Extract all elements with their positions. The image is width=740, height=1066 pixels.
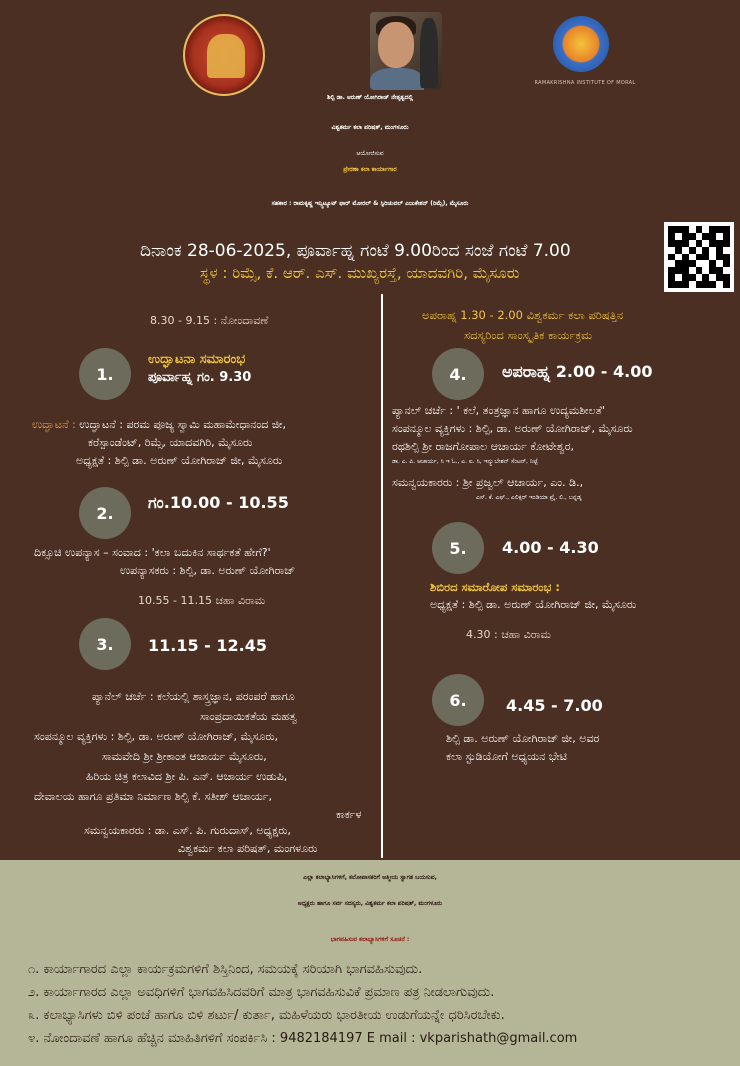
- session-4-line-1: ಪ್ಯಾನಲ್ ಚರ್ಚೆ : ' ಕಲೆ, ತಂತ್ರಜ್ಞಾನ ಹಾಗೂ ಉದ್ಯಮಶೀಲತೆ': [392, 404, 605, 417]
- session-3-line-3: ಸಂಪನ್ಮೂಲ ವ್ಯಕ್ತಿಗಳು : ಶಿಲ್ಪಿ, ಡಾ. ಅರುಣ್ ಯೋಗಿರಾಜ್, ಮೈಸೂರು,: [34, 730, 279, 743]
- session-3-line-4: ಸಾಮವೇದಿ ಶ್ರೀ ಶ್ರೀಕಾಂತ ಆಚಾರ್ಯ ಮೈಸೂರು,: [102, 750, 267, 763]
- institute-logo: [553, 16, 609, 72]
- registration-time: 8.30 - 9.15 : ನೋಂದಾವಣೆ: [150, 314, 269, 327]
- session-3-line-2: ಸಾಂಪ್ರದಾಯಿಕತೆಯ ಮಹತ್ವ: [200, 710, 297, 723]
- session-3-line-5: ಹಿರಿಯ ಚಿತ್ರ ಕಲಾವಿದ ಶ್ರೀ ಪಿ. ಎನ್. ಆಚಾರ್ಯ ಉಡುಪಿ,: [86, 770, 288, 783]
- session-2-line-1: ದಿಕ್ಸೂಚಿ ಉಪನ್ಯಾಸ – ಸಂವಾದ : 'ಕಲಾ ಬದುಕಿನ ಸಾರ್ಥಕತೆ ಹೇಗೆ?': [34, 546, 271, 559]
- session-3-line-8: ಸಮನ್ವಯಕಾರರು : ಡಾ. ಎಸ್. ಪಿ. ಗುರುದಾಸ್, ಅಧ್ಯಕ್ಷರು,: [84, 824, 292, 837]
- welcome-line-2: ಅಧ್ಯಕ್ಷರು ಹಾಗೂ ಸರ್ವ ಸದಸ್ಯರು, ವಿಶ್ವಕರ್ಮ ಕಲಾ ಪರಿಷತ್, ಮಂಗಳೂರು: [297, 900, 443, 907]
- session-4-line-6: ಎಸ್. ಕೆ. ಎಫ್., ಎಲಿಕ್ಸರ್ ಇಂಡಿಯಾ ಪ್ರೈ. ಲಿ., ಬನ್ನಡ್ಕ: [476, 494, 582, 501]
- session-6-line-1: ಶಿಲ್ಪಿ ಡಾ. ಅರುಣ್ ಯೋಗಿರಾಜ್ ಜೀ, ಅವರ: [446, 732, 600, 745]
- session-5-line-1: ಅಧ್ಯಕ್ಷತೆ : ಶಿಲ್ಪಿ ಡಾ. ಅರುಣ್ ಯೋಗಿರಾಜ್ ಜೀ, ಮೈಸೂರು: [430, 598, 637, 611]
- session-4-line-5: ಸಮನ್ವಯಕಾರರು : ಶ್ರೀ ಪ್ರಜ್ವಲ್ ಆಚಾರ್ಯ, ಎಂ. ಡಿ.,: [392, 476, 584, 489]
- session-4-line-3: ರಥಶಿಲ್ಪಿ ಶ್ರೀ ರಾಜಗೋಪಾಲ ಆಚಾರ್ಯ ಕೋಟೇಶ್ವರ,: [392, 440, 575, 453]
- session-1-line-2: ಕರೆಸ್ಪಾಂಡೆಂಟ್, ರಿಮ್ಸೆ, ಯಾದವಗಿರಿ, ಮೈಸೂರು: [88, 436, 253, 449]
- institute-logo-text: RAMAKRISHNA INSTITUTE OF MORAL: [534, 80, 636, 86]
- tea-break-morning: 10.55 - 11.15 ಚಹಾ ವಿರಾಮ: [138, 594, 266, 607]
- session-1-title: ಉದ್ಘಾಟನಾ ಸಮಾರಂಭ: [148, 352, 246, 367]
- session-4-time: ಅಪರಾಹ್ನ 2.00 - 4.00: [502, 362, 653, 381]
- welcome-line-1: ಎಲ್ಲಾ ಕಲಾಭ್ಯಾಸಿಗಳಿಗೆ, ಕಲೋಪಾಸಕರಿಗೆ ಆತ್ಮೀಯ ಸ್ವಾಗತ ಬಯಸುವ,: [303, 874, 437, 881]
- session-1-number: 1.: [79, 348, 131, 400]
- session-3-line-1: ಪ್ಯಾನೆಲ್ ಚರ್ಚೆ : ಕಲೆಯಲ್ಲಿ ಶಾಸ್ತ್ರಜ್ಞಾನ, ಪರಂಪರೆ ಹಾಗೂ: [92, 690, 295, 703]
- session-3-line-9: ವಿಶ್ವಕರ್ಮ ಕಲಾ ಪರಿಷತ್, ಮಂಗಳೂರು: [178, 842, 318, 855]
- session-1-line-3: ಅಧ್ಯಕ್ಷತೆ : ಶಿಲ್ಪಿ ಡಾ. ಅರುಣ್ ಯೋಗಿರಾಜ್ ಜೀ, ಮೈಸೂರು: [76, 454, 283, 467]
- session-3-line-6: ದೇವಾಲಯ ಹಾಗೂ ಪ್ರತಿಮಾ ನಿರ್ಮಾಣ ಶಿಲ್ಪಿ ಕೆ. ಸತೀಶ್ ಆಚಾರ್ಯ,: [34, 790, 273, 803]
- session-5-time: 4.00 - 4.30: [502, 538, 599, 557]
- session-4-line-2: ಸಂಪನ್ಮೂಲ ವ್ಯಕ್ತಿಗಳು : ಶಿಲ್ಪಿ, ಡಾ. ಅರುಣ್ ಯೋಗಿರಾಜ್, ಮೈಸೂರು: [392, 422, 633, 435]
- session-5-title: ಶಿಬಿರದ ಸಮಾರೋಪ ಸಮಾರಂಭ :: [430, 580, 560, 594]
- column-divider: [381, 294, 383, 858]
- session-5-number: 5.: [432, 522, 484, 574]
- session-3-time: 11.15 - 12.45: [148, 636, 267, 655]
- partner-line: ಸಹಕಾರ : ರಾಮಕೃಷ್ಣ ಇನ್ಸ್ಟಿಟ್ಯೂಟ್ ಫಾರ್ ಮೋರಲ್ & ಸ್ಪಿರಿಚುವಲ್ ಎಜುಕೇಶನ್ (ರಿಮ್ಸೆ), ಮೈಸೂರು: [271, 200, 469, 207]
- cultural-line-2: ಸದಸ್ಯರಿಂದ ಸಾಂಸ್ಕೃತಿಕ ಕಾರ್ಯಕ್ರಮ: [464, 328, 593, 342]
- session-6-time: 4.45 - 7.00: [506, 696, 603, 715]
- session-1-time: ಪೂರ್ವಾಹ್ನ ಗಂ. 9.30: [148, 370, 252, 385]
- cultural-line-1: ಅಪರಾಹ್ನ 1.30 - 2.00 ವಿಶ್ವಕರ್ಮ ಕಲಾ ಪರಿಷತ್ತಿನ: [422, 308, 624, 322]
- session-4-line-4: ಡಾ. ಎ. ಪಿ. ಆಚಾರ್ಯ, ಸಿ ಇ ಓ., ಎ. ಐ. ಸಿ, ಇನ್ಕ್ಯುಬೇಶನ್ ಸೆಂಟರ್, ನಿಟ್ಟೆ: [392, 458, 538, 465]
- session-3-line-7: ಕಾರ್ಕಳ: [336, 808, 362, 821]
- note-3: ೩. ಕಲಾಭ್ಯಾಸಿಗಳು ಬಿಳಿ ಪಂಚೆ ಹಾಗೂ ಬಿಳಿ ಶರ್ಟು/ ಕುರ್ತಾ, ಮಹಿಳೆಯರು ಭಾರತೀಯ ಉಡುಗೆಯನ್ನೇ ಧರಿಸಿರಬೇಕು.: [28, 1008, 505, 1023]
- event-title: ಪ್ರೇರಣಾ ಕಲಾ ಕಾರ್ಯಾಗಾರ: [343, 166, 397, 173]
- session-6-line-2: ಕಲಾ ಸ್ಟುಡಿಯೋಗೆ ಅಧ್ಯಯನ ಭೇಟಿ: [446, 750, 567, 763]
- qr-code[interactable]: [664, 222, 734, 292]
- note-2: ೨. ಕಾರ್ಯಾಗಾರದ ಎಲ್ಲಾ ಅವಧಿಗಳಿಗೆ ಭಾಗವಹಿಸಿದವರಿಗೆ ಮಾತ್ರ ಭಾಗವಹಿಸುವಿಕೆ ಪ್ರಮಾಣ ಪತ್ರ ನೀಡಲಾಗುವುದು.: [28, 985, 495, 1000]
- leader-line: ಶಿಲ್ಪಿ ಡಾ. ಅರುಣ್ ಯೋಗಿರಾಜ್ ನೇತೃತ್ವದಲ್ಲಿ: [326, 94, 414, 101]
- session-2-line-2: ಉಪನ್ಯಾಸಕರು : ಶಿಲ್ಪಿ, ಡಾ. ಅರುಣ್ ಯೋಗಿರಾಜ್: [120, 564, 296, 577]
- note-1: ೧. ಕಾರ್ಯಾಗಾರದ ಎಲ್ಲಾ ಕಾರ್ಯಕ್ರಮಗಳಿಗೆ ಶಿಸ್ತಿನಿಂದ, ಸಮಯಕ್ಕೆ ಸರಿಯಾಗಿ ಭಾಗವಹಿಸುವುದು.: [28, 962, 423, 977]
- venue: ಸ್ಥಳ : ರಿಮ್ಸೆ, ಕೆ. ಆರ್. ಎಸ್. ಮುಖ್ಯರಸ್ತೆ, ಯಾದವಗಿರಿ, ಮೈಸೂರು: [200, 264, 520, 282]
- session-1-line-1: ಉದ್ಘಾಟನೆ : ಉದ್ಘಾಟನೆ : ಪರಮ ಪೂಜ್ಯ ಸ್ವಾಮಿ ಮಹಾಮೇಧಾನಂದ ಜೀ,: [32, 418, 286, 431]
- session-2-time: ಗಂ.10.00 - 10.55: [148, 493, 289, 512]
- date-time: ದಿನಾಂಕ 28-06-2025, ಪೂರ್ವಾಹ್ನ ಗಂಟೆ 9.00ರಿಂದ ಸಂಜೆ ಗಂಟೆ 7.00: [140, 241, 571, 261]
- session-6-number: 6.: [432, 674, 484, 726]
- session-4-number: 4.: [432, 348, 484, 400]
- session-2-number: 2.: [79, 487, 131, 539]
- sculptor-photo: [370, 12, 442, 90]
- session-3-number: 3.: [79, 618, 131, 670]
- tea-break-evening: 4.30 : ಚಹಾ ವಿರಾಮ: [466, 628, 551, 641]
- notice-title: ಭಾಗವಹಿಸುವ ಕಲಾಭ್ಯಾಸಿಗಳಿಗೆ ಸೂಚನೆ :: [330, 936, 410, 943]
- organizer-label: ಆಯೋಜಿಸುವ: [356, 150, 384, 157]
- parishath-emblem-logo: [183, 14, 265, 96]
- note-4: ೪. ನೋಂದಾವಣೆ ಹಾಗೂ ಹೆಚ್ಚಿನ ಮಾಹಿತಿಗಳಿಗೆ ಸಂಪರ್ಕಿಸಿ : 9482184197 E mail : vkparishath@gmail.com: [28, 1031, 578, 1046]
- organization-name: ವಿಶ್ವಕರ್ಮ ಕಲಾ ಪರಿಷತ್, ಮಂಗಳೂರು: [331, 124, 409, 131]
